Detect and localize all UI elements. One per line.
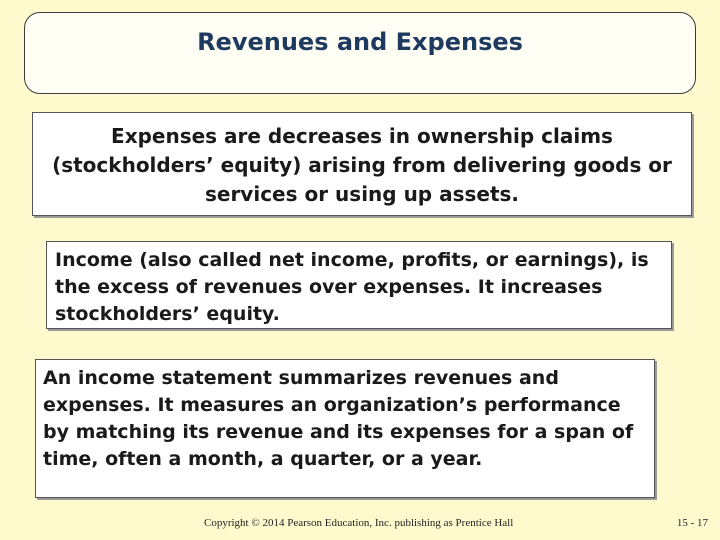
- income-statement-definition-box: [35, 359, 655, 498]
- income-definition-text: Income (also called net income, profits, or earnings), is the excess of revenues over expenses. It increases stockholders’ equity.: [55, 249, 649, 325]
- slide-title: Revenues and Expenses: [197, 28, 523, 56]
- copyright-notice: Copyright © 2014 Pearson Education, Inc. publishing as Prentice Hall: [204, 517, 514, 529]
- income-statement-definition-text: An income statement summarizes revenues and expenses. It measures an organization’s performance by matching its revenue and its expenses for a span of time, often a month, a quarter, or a year.: [43, 367, 634, 470]
- page-number: 15 - 17: [676, 517, 708, 529]
- income-definition-box: [46, 241, 672, 329]
- title-box: [24, 12, 696, 94]
- expenses-definition-box: [32, 112, 692, 216]
- expenses-definition-text: Expenses are decreases in ownership claims (stockholders’ equity) arising from delivering goods or services or using up assets.: [52, 124, 672, 206]
